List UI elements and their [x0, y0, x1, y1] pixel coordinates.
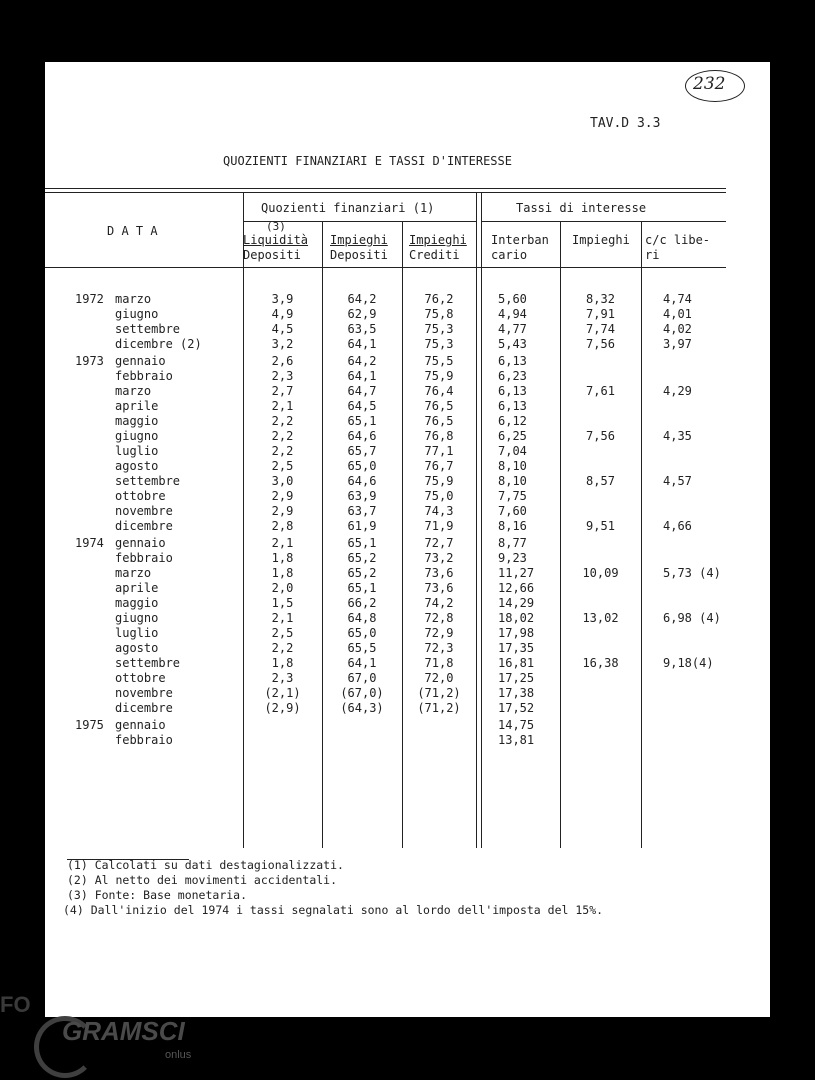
cell-cred: 76,5	[424, 399, 454, 413]
cell-interb: 14,29	[498, 596, 535, 610]
cell-dep: 64,1	[347, 369, 377, 383]
cell-liq: 2,9	[271, 489, 294, 503]
cell-month: dicembre	[115, 519, 173, 533]
cell-year: 1972	[75, 292, 104, 306]
cell-cc: 4,66	[663, 519, 692, 533]
header-col5-a: Impieghi	[572, 233, 630, 247]
cell-dep: 65,0	[347, 626, 377, 640]
cell-dep: 64,6	[347, 429, 377, 443]
cell-interb: 9,23	[498, 551, 527, 565]
cell-cred: 76,7	[424, 459, 454, 473]
watermark-gramsci: GRAMSCI	[62, 1016, 185, 1046]
cell-liq: 3,0	[271, 474, 294, 488]
header-col6-a: c/c libe-	[645, 233, 711, 247]
cell-month: luglio	[115, 626, 159, 640]
cell-cc: 4,01	[663, 307, 692, 321]
document-page	[45, 62, 770, 1017]
cell-imp: 16,38	[582, 656, 619, 670]
cell-cred: 72,0	[424, 671, 454, 685]
cell-liq: 2,6	[271, 354, 294, 368]
cell-month: aprile	[115, 399, 159, 413]
cell-interb: 6,13	[498, 399, 527, 413]
vline-4b	[481, 193, 482, 848]
cell-liq: 2,2	[271, 444, 294, 458]
cell-dep: 63,5	[347, 322, 377, 336]
cell-imp: 8,57	[586, 474, 615, 488]
cell-imp: 7,56	[586, 337, 615, 351]
cell-month: febbraio	[115, 369, 173, 383]
cell-imp: 7,56	[586, 429, 615, 443]
cell-month: gennaio	[115, 718, 166, 732]
cell-liq: 4,9	[271, 307, 294, 321]
cell-dep: 65,0	[347, 459, 377, 473]
cell-cc: 3,97	[663, 337, 692, 351]
cell-interb: 8,77	[498, 536, 527, 550]
cell-liq: 2,1	[271, 399, 294, 413]
cell-dep: 65,5	[347, 641, 377, 655]
cell-interb: 8,10	[498, 474, 527, 488]
cell-dep: 64,7	[347, 384, 377, 398]
cell-cred: (71,2)	[417, 686, 461, 700]
cell-liq: 2,3	[271, 671, 294, 685]
header-col3-a: Impieghi	[409, 233, 467, 247]
cell-interb: 6,12	[498, 414, 527, 428]
page-number: 232	[693, 74, 726, 94]
footnote-3: (3) Fonte: Base monetaria.	[67, 888, 248, 902]
header-quozienti: Quozienti finanziari (1)	[261, 201, 435, 215]
cell-cc: 4,74	[663, 292, 692, 306]
cell-liq: 2,5	[271, 626, 294, 640]
cell-cc: 5,73 (4)	[663, 566, 721, 580]
cell-cred: 75,3	[424, 337, 454, 351]
header-data: D A T A	[107, 224, 158, 238]
watermark-onlus: onlus	[165, 1049, 192, 1061]
cell-cred: 76,5	[424, 414, 454, 428]
cell-liq: 2,2	[271, 429, 294, 443]
cell-cred: 72,3	[424, 641, 454, 655]
cell-liq: 1,8	[271, 551, 294, 565]
cell-cred: 71,8	[424, 656, 454, 670]
cell-interb: 6,23	[498, 369, 527, 383]
cell-liq: 2,8	[271, 519, 294, 533]
cell-month: novembre	[115, 686, 173, 700]
cell-liq: 3,2	[271, 337, 294, 351]
cell-dep: (64,3)	[340, 701, 384, 715]
cell-interb: 7,04	[498, 444, 527, 458]
footnote-4: (4) Dall'inizio del 1974 i tassi segnalati sono al lordo dell'imposta del 15%.	[63, 903, 604, 917]
cell-month: marzo	[115, 292, 152, 306]
rule-top-2	[45, 192, 726, 193]
cell-cred: 75,9	[424, 369, 454, 383]
header-col1-a: Liquidità	[243, 233, 309, 247]
cell-liq: 4,5	[271, 322, 294, 336]
cell-dep: 61,9	[347, 519, 377, 533]
cell-year: 1973	[75, 354, 104, 368]
cell-cc: 4,02	[663, 322, 692, 336]
cell-liq: 1,5	[271, 596, 294, 610]
cell-month: settembre	[115, 656, 181, 670]
table-code: TAV.D 3.3	[590, 116, 661, 131]
cell-dep: (67,0)	[340, 686, 384, 700]
cell-cred: 72,8	[424, 611, 454, 625]
cell-liq: 2,1	[271, 536, 294, 550]
cell-interb: 5,43	[498, 337, 527, 351]
cell-interb: 7,60	[498, 504, 527, 518]
cell-dep: 63,9	[347, 489, 377, 503]
vline-6	[641, 222, 642, 848]
cell-dep: 65,2	[347, 551, 377, 565]
cell-interb: 16,81	[498, 656, 535, 670]
cell-imp: 7,91	[586, 307, 615, 321]
cell-interb: 17,98	[498, 626, 535, 640]
cell-dep: 63,7	[347, 504, 377, 518]
cell-interb: 6,25	[498, 429, 527, 443]
cell-liq: 2,7	[271, 384, 294, 398]
cell-interb: 18,02	[498, 611, 535, 625]
cell-cred: 71,9	[424, 519, 454, 533]
cell-cred: (71,2)	[417, 701, 461, 715]
cell-month: dicembre	[115, 701, 173, 715]
cell-cred: 74,3	[424, 504, 454, 518]
cell-dep: 65,2	[347, 566, 377, 580]
cell-dep: 64,2	[347, 354, 377, 368]
cell-cred: 73,6	[424, 566, 454, 580]
cell-dep: 65,1	[347, 536, 377, 550]
cell-cred: 72,7	[424, 536, 454, 550]
header-col1-note: (3)	[266, 220, 286, 233]
header-col4-a: Interban	[491, 233, 549, 247]
cell-month: giugno	[115, 307, 159, 321]
header-col3-b: Crediti	[409, 248, 460, 262]
cell-dep: 64,8	[347, 611, 377, 625]
cell-month: settembre	[115, 322, 181, 336]
cell-imp: 8,32	[586, 292, 615, 306]
cell-cc: 4,29	[663, 384, 692, 398]
footnote-1: (1) Calcolati su dati destagionalizzati.	[67, 858, 344, 872]
cell-month: ottobre	[115, 489, 166, 503]
rule-group-tassi	[482, 221, 726, 222]
cell-cred: 76,4	[424, 384, 454, 398]
cell-cred: 76,8	[424, 429, 454, 443]
cell-interb: 8,16	[498, 519, 527, 533]
cell-cc: 6,98 (4)	[663, 611, 721, 625]
cell-month: aprile	[115, 581, 159, 595]
cell-cred: 75,8	[424, 307, 454, 321]
cell-year: 1974	[75, 536, 104, 550]
cell-interb: 17,25	[498, 671, 535, 685]
cell-month: agosto	[115, 459, 159, 473]
cell-imp: 7,74	[586, 322, 615, 336]
cell-month: maggio	[115, 414, 159, 428]
cell-month: febbraio	[115, 551, 173, 565]
cell-dep: 64,1	[347, 337, 377, 351]
cell-month: agosto	[115, 641, 159, 655]
cell-dep: 65,7	[347, 444, 377, 458]
watermark-fo: FO	[0, 992, 31, 1017]
cell-interb: 6,13	[498, 384, 527, 398]
cell-month: ottobre	[115, 671, 166, 685]
cell-dep: 65,1	[347, 414, 377, 428]
header-col4-b: cario	[491, 248, 528, 262]
cell-cred: 73,2	[424, 551, 454, 565]
cell-month: marzo	[115, 566, 152, 580]
cell-interb: 6,13	[498, 354, 527, 368]
table-title: QUOZIENTI FINANZIARI E TASSI D'INTERESSE	[223, 154, 512, 168]
cell-dep: 66,2	[347, 596, 377, 610]
cell-interb: 8,10	[498, 459, 527, 473]
header-col6-b: ri	[645, 248, 660, 262]
cell-interb: 14,75	[498, 718, 535, 732]
cell-month: novembre	[115, 504, 173, 518]
cell-interb: 13,81	[498, 733, 535, 747]
cell-month: giugno	[115, 429, 159, 443]
cell-dep: 67,0	[347, 671, 377, 685]
cell-liq: 3,9	[271, 292, 294, 306]
cell-cred: 76,2	[424, 292, 454, 306]
cell-month: febbraio	[115, 733, 173, 747]
cell-interb: 17,52	[498, 701, 535, 715]
cell-month: giugno	[115, 611, 159, 625]
footnote-2: (2) Al netto dei movimenti accidentali.	[67, 873, 338, 887]
cell-liq: 2,9	[271, 504, 294, 518]
cell-cc: 4,35	[663, 429, 692, 443]
cell-imp: 10,09	[582, 566, 619, 580]
cell-interb: 17,38	[498, 686, 535, 700]
cell-cred: 75,0	[424, 489, 454, 503]
cell-liq: 2,2	[271, 641, 294, 655]
cell-dep: 64,6	[347, 474, 377, 488]
header-col2-a: Impieghi	[330, 233, 388, 247]
cell-interb: 4,94	[498, 307, 527, 321]
header-col1-b: Depositi	[243, 248, 301, 262]
cell-dep: 62,9	[347, 307, 377, 321]
cell-imp: 7,61	[586, 384, 615, 398]
cell-liq: (2,9)	[264, 701, 301, 715]
cell-cred: 74,2	[424, 596, 454, 610]
cell-dep: 65,1	[347, 581, 377, 595]
rule-header-bottom	[45, 267, 726, 268]
cell-month: gennaio	[115, 536, 166, 550]
cell-liq: 1,8	[271, 566, 294, 580]
cell-liq: 2,3	[271, 369, 294, 383]
cell-cred: 75,5	[424, 354, 454, 368]
cell-month: luglio	[115, 444, 159, 458]
cell-cc: 9,18(4)	[663, 656, 714, 670]
cell-year: 1975	[75, 718, 104, 732]
cell-interb: 12,66	[498, 581, 535, 595]
cell-cred: 75,3	[424, 322, 454, 336]
vline-4a	[476, 193, 477, 848]
header-col2-b: Depositi	[330, 248, 388, 262]
cell-dep: 64,5	[347, 399, 377, 413]
cell-month: settembre	[115, 474, 181, 488]
cell-cred: 72,9	[424, 626, 454, 640]
cell-liq: 1,8	[271, 656, 294, 670]
cell-cred: 75,9	[424, 474, 454, 488]
cell-imp: 9,51	[586, 519, 615, 533]
cell-interb: 11,27	[498, 566, 535, 580]
cell-interb: 4,77	[498, 322, 527, 336]
cell-imp: 13,02	[582, 611, 619, 625]
cell-interb: 7,75	[498, 489, 527, 503]
cell-cred: 77,1	[424, 444, 454, 458]
header-tassi: Tassi di interesse	[516, 201, 647, 215]
cell-interb: 5,60	[498, 292, 527, 306]
cell-dep: 64,2	[347, 292, 377, 306]
cell-liq: 2,0	[271, 581, 294, 595]
rule-top-1	[45, 188, 726, 189]
cell-interb: 17,35	[498, 641, 535, 655]
cell-cc: 4,57	[663, 474, 692, 488]
cell-liq: 2,1	[271, 611, 294, 625]
cell-cred: 73,6	[424, 581, 454, 595]
cell-liq: 2,5	[271, 459, 294, 473]
cell-month: dicembre (2)	[115, 337, 202, 351]
cell-liq: 2,2	[271, 414, 294, 428]
cell-month: marzo	[115, 384, 152, 398]
cell-liq: (2,1)	[264, 686, 301, 700]
cell-dep: 64,1	[347, 656, 377, 670]
cell-month: gennaio	[115, 354, 166, 368]
cell-month: maggio	[115, 596, 159, 610]
